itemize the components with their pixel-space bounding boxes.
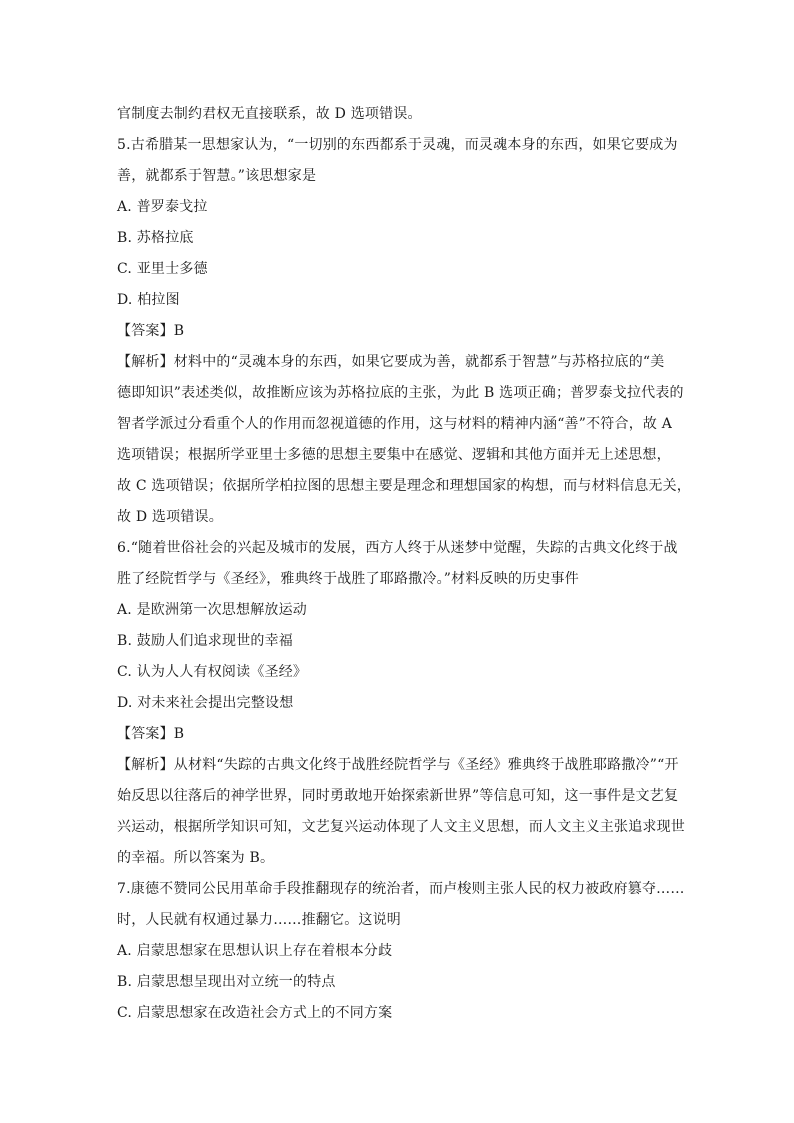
question-6-answer: 【答案】B [117,726,185,742]
question-7-stem-cont: 时，人民就有权通过暴力……推翻它。这说明 [117,912,401,928]
text-line: 官制度去制约君权无直接联系，故 D 选项错误。 [117,106,422,122]
question-5-analysis: 德即知识”表述类似，故推断应该为苏格拉底的主张，为此 B 选项正确；普罗泰戈拉代表的 [117,385,684,401]
question-5-option-a: A. 普罗泰戈拉 [117,199,208,215]
question-5-analysis: 智者学派过分看重个人的作用而忽视道德的作用，这与材料的精神内涵“善”不符合，故 A [117,416,673,432]
question-5-option-c: C. 亚里士多德 [117,261,208,277]
question-6-option-c: C. 认为人人有权阅读《圣经》 [117,664,308,680]
document-page [117,99,692,1029]
question-7-option-c: C. 启蒙思想家在改造社会方式上的不同方案 [117,1005,393,1021]
question-5-option-b: B. 苏格拉底 [117,230,194,246]
question-6-option-b: B. 鼓励人们追求现世的幸福 [117,633,293,649]
question-5-analysis: 选项错误；根据所学亚里士多德的思想主要集中在感觉、逻辑和其他方面并无上述思想， [117,447,671,463]
question-6-option-d: D. 对未来社会提出完整设想 [117,695,294,711]
question-7-stem: 7.康德不赞同公民用革命手段推翻现存的统治者，而卢梭则主张人民的权力被政府篡夺…… [117,881,685,897]
question-6-stem-cont: 胜了经院哲学与《圣经》，雅典终于战胜了耶路撒冷。”材料反映的历史事件 [117,571,579,587]
question-5-option-d: D. 柏拉图 [117,292,180,308]
question-6-analysis: 的幸福。所以答案为 B。 [117,850,275,866]
question-6-analysis: 【解析】从材料“失踪的古典文化终于战胜经院哲学与《圣经》雅典终于战胜耶路撒冷”“开 [117,757,679,773]
question-6-analysis: 兴运动，根据所学知识可知，文艺复兴运动体现了人文主义思想，而人文主义主张追求现世 [117,819,685,835]
question-5-answer: 【答案】B [117,323,185,339]
question-6-stem: 6.“随着世俗社会的兴起及城市的发展，西方人终于从迷梦中觉醒，失踪的古典文化终于战 [117,540,678,556]
question-5-stem: 5.古希腊某一思想家认为，“一切别的东西都系于灵魂，而灵魂本身的东西，如果它要成为 [117,137,678,153]
question-7-option-b: B. 启蒙思想呈现出对立统一的特点 [117,974,336,990]
question-6-analysis: 始反思以往落后的神学世界，同时勇敢地开始探索新世界”等信息可知，这一事件是文艺复 [117,788,679,804]
question-7-option-a: A. 启蒙思想家在思想认识上存在着根本分歧 [117,943,393,959]
question-5-analysis: 【解析】材料中的“灵魂本身的东西，如果它要成为善，就都系于智慧”与苏格拉底的“美 [117,354,665,370]
question-5-stem-cont: 善，就都系于智慧。”该思想家是 [117,168,317,184]
question-6-option-a: A. 是欧洲第一次思想解放运动 [117,602,308,618]
question-5-analysis: 故 D 选项错误。 [117,509,223,525]
question-5-analysis: 故 C 选项错误；依据所学柏拉图的思想主要是理念和理想国家的构想，而与材料信息无关， [117,478,692,494]
